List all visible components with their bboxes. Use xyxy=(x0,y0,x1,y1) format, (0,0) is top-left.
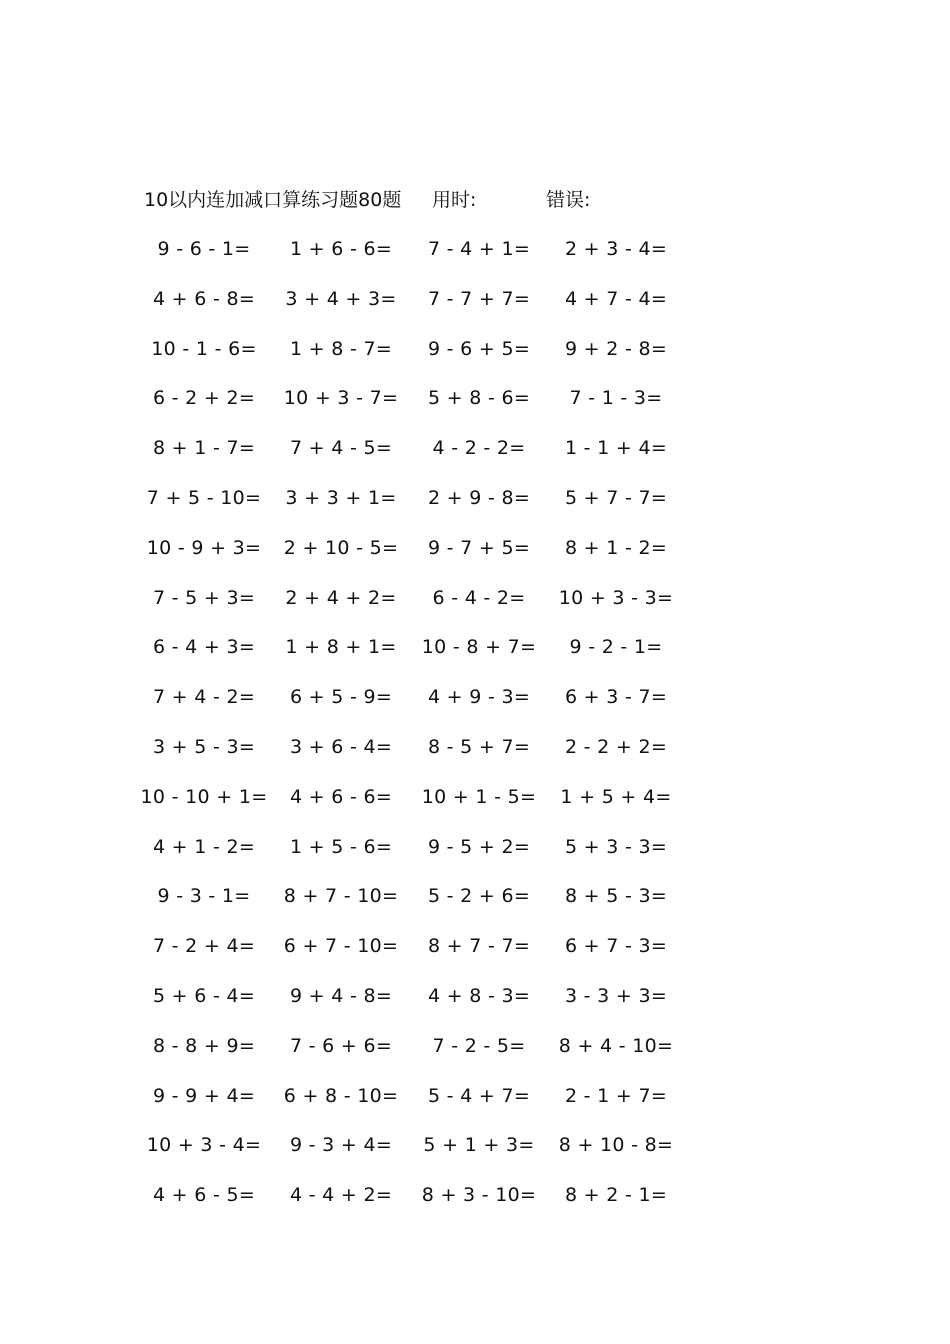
math-problem: 6 - 4 + 3= xyxy=(152,636,256,658)
math-problem: 6 + 5 - 9= xyxy=(289,686,393,708)
errors-label: 错误: xyxy=(546,189,591,211)
math-problem: 5 + 7 - 7= xyxy=(564,487,668,509)
math-problem: 4 - 4 + 2= xyxy=(289,1184,393,1206)
math-problem: 5 + 6 - 4= xyxy=(152,985,256,1007)
math-problem: 7 + 5 - 10= xyxy=(146,487,262,509)
math-problem: 2 + 10 - 5= xyxy=(283,537,399,559)
math-problem: 3 - 3 + 3= xyxy=(564,985,668,1007)
math-problem: 9 - 6 + 5= xyxy=(427,338,531,360)
math-problem: 10 - 8 + 7= xyxy=(421,636,537,658)
math-problem: 4 + 1 - 2= xyxy=(152,836,256,858)
math-problem: 3 + 3 + 1= xyxy=(285,487,397,509)
math-problem: 6 - 2 + 2= xyxy=(152,387,256,409)
math-problem: 9 - 2 - 1= xyxy=(569,636,663,658)
math-problem: 10 + 1 - 5= xyxy=(421,786,537,808)
math-problem: 8 + 2 - 1= xyxy=(564,1184,668,1206)
math-problem: 9 + 2 - 8= xyxy=(564,338,668,360)
worksheet-title: 10以内连加减口算练习题80题 xyxy=(144,189,402,211)
math-problem: 3 + 4 + 3= xyxy=(285,288,397,310)
math-problem: 4 + 9 - 3= xyxy=(427,686,531,708)
math-problem: 4 + 6 - 8= xyxy=(152,288,256,310)
math-problem: 10 + 3 - 4= xyxy=(146,1134,262,1156)
math-problem: 1 + 5 - 6= xyxy=(289,836,393,858)
math-problem: 8 - 8 + 9= xyxy=(152,1035,256,1057)
math-problem: 9 - 6 - 1= xyxy=(157,238,251,260)
math-problem: 8 - 5 + 7= xyxy=(427,736,531,758)
math-problem: 10 + 3 - 3= xyxy=(558,587,674,609)
math-problem: 3 + 5 - 3= xyxy=(152,736,256,758)
math-problem: 8 + 4 - 10= xyxy=(558,1035,674,1057)
math-problem: 4 + 6 - 5= xyxy=(152,1184,256,1206)
math-problem: 3 + 6 - 4= xyxy=(289,736,393,758)
math-problem: 9 - 7 + 5= xyxy=(427,537,531,559)
math-problem: 8 + 1 - 2= xyxy=(564,537,668,559)
math-problem: 1 + 6 - 6= xyxy=(289,238,393,260)
math-problem: 10 + 3 - 7= xyxy=(283,387,399,409)
math-problem: 1 - 1 + 4= xyxy=(564,437,668,459)
math-problem: 10 - 10 + 1= xyxy=(140,786,268,808)
math-problem: 9 + 4 - 8= xyxy=(289,985,393,1007)
math-problem: 7 + 4 - 5= xyxy=(289,437,393,459)
math-problem: 8 + 1 - 7= xyxy=(152,437,256,459)
math-problem: 6 + 8 - 10= xyxy=(283,1085,399,1107)
math-problem: 8 + 10 - 8= xyxy=(558,1134,674,1156)
math-problem: 8 + 5 - 3= xyxy=(564,885,668,907)
math-problem: 9 - 9 + 4= xyxy=(152,1085,256,1107)
math-problem: 2 - 1 + 7= xyxy=(564,1085,668,1107)
math-problem: 7 - 1 - 3= xyxy=(569,387,663,409)
math-problem: 6 - 4 - 2= xyxy=(432,587,526,609)
math-problem: 4 - 2 - 2= xyxy=(432,437,526,459)
math-problem: 1 + 8 + 1= xyxy=(285,636,397,658)
math-problem: 1 + 5 + 4= xyxy=(560,786,672,808)
math-problem: 6 + 7 - 10= xyxy=(283,935,399,957)
math-problem: 7 - 7 + 7= xyxy=(427,288,531,310)
math-problem: 2 - 2 + 2= xyxy=(564,736,668,758)
math-problem: 7 + 4 - 2= xyxy=(152,686,256,708)
math-problem: 7 - 5 + 3= xyxy=(152,587,256,609)
math-problem: 4 + 7 - 4= xyxy=(564,288,668,310)
math-problem: 9 - 5 + 2= xyxy=(427,836,531,858)
math-problem: 9 - 3 - 1= xyxy=(157,885,251,907)
math-problem: 9 - 3 + 4= xyxy=(289,1134,393,1156)
time-used-label: 用时: xyxy=(432,189,477,211)
math-problem: 4 + 8 - 3= xyxy=(427,985,531,1007)
math-problem: 7 - 6 + 6= xyxy=(289,1035,393,1057)
math-problem: 8 + 7 - 7= xyxy=(427,935,531,957)
math-problem: 6 + 7 - 3= xyxy=(564,935,668,957)
math-problem: 5 + 8 - 6= xyxy=(427,387,531,409)
math-problem: 5 + 1 + 3= xyxy=(423,1134,535,1156)
math-problem: 5 + 3 - 3= xyxy=(564,836,668,858)
math-problem: 2 + 4 + 2= xyxy=(285,587,397,609)
math-problem: 6 + 3 - 7= xyxy=(564,686,668,708)
math-problem: 1 + 8 - 7= xyxy=(289,338,393,360)
math-problem: 2 + 3 - 4= xyxy=(564,238,668,260)
math-problem: 8 + 3 - 10= xyxy=(421,1184,537,1206)
math-problem: 7 - 2 + 4= xyxy=(152,935,256,957)
math-problem: 8 + 7 - 10= xyxy=(283,885,399,907)
math-problem: 7 - 2 - 5= xyxy=(432,1035,526,1057)
math-problem: 2 + 9 - 8= xyxy=(427,487,531,509)
math-problem: 7 - 4 + 1= xyxy=(427,238,531,260)
math-problem: 5 - 4 + 7= xyxy=(427,1085,531,1107)
math-problem: 4 + 6 - 6= xyxy=(289,786,393,808)
math-problem: 5 - 2 + 6= xyxy=(427,885,531,907)
math-problem: 10 - 1 - 6= xyxy=(151,338,257,360)
math-problem: 10 - 9 + 3= xyxy=(146,537,262,559)
